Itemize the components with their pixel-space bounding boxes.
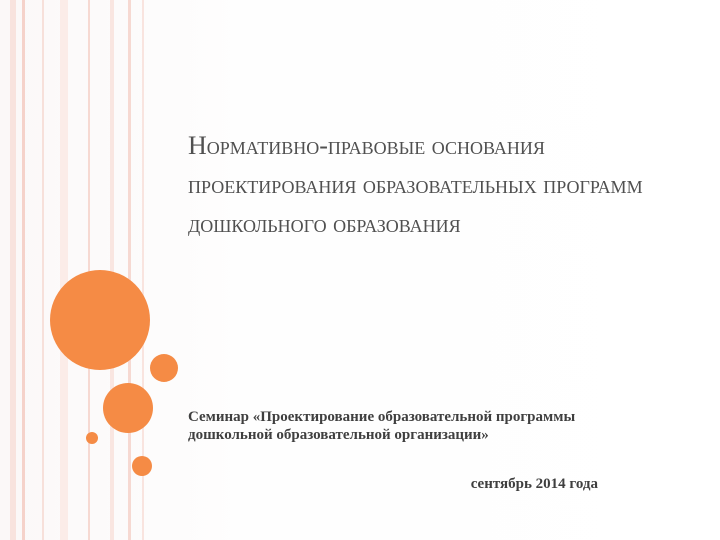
- decor-circle-small: [150, 354, 178, 382]
- slide-subtitle: Семинар «Проектирование образовательной программы дошкольной образовательной организации»: [188, 409, 576, 443]
- decor-circle-tiny: [86, 432, 98, 444]
- decor-stripe: [10, 0, 16, 540]
- decor-stripe: [128, 0, 131, 540]
- decor-circle-small: [132, 456, 152, 476]
- decor-stripe: [60, 0, 68, 540]
- decor-stripe: [110, 0, 114, 540]
- decor-circle-medium: [103, 383, 153, 433]
- decor-stripe: [22, 0, 25, 540]
- decor-circle-large: [50, 270, 150, 370]
- slide-title: Нормативно-правовые основания проектирования образовательных программ дошкольного образования: [188, 131, 643, 238]
- slide-date: сентябрь 2014 года: [470, 476, 598, 492]
- decor-stripe: [42, 0, 44, 540]
